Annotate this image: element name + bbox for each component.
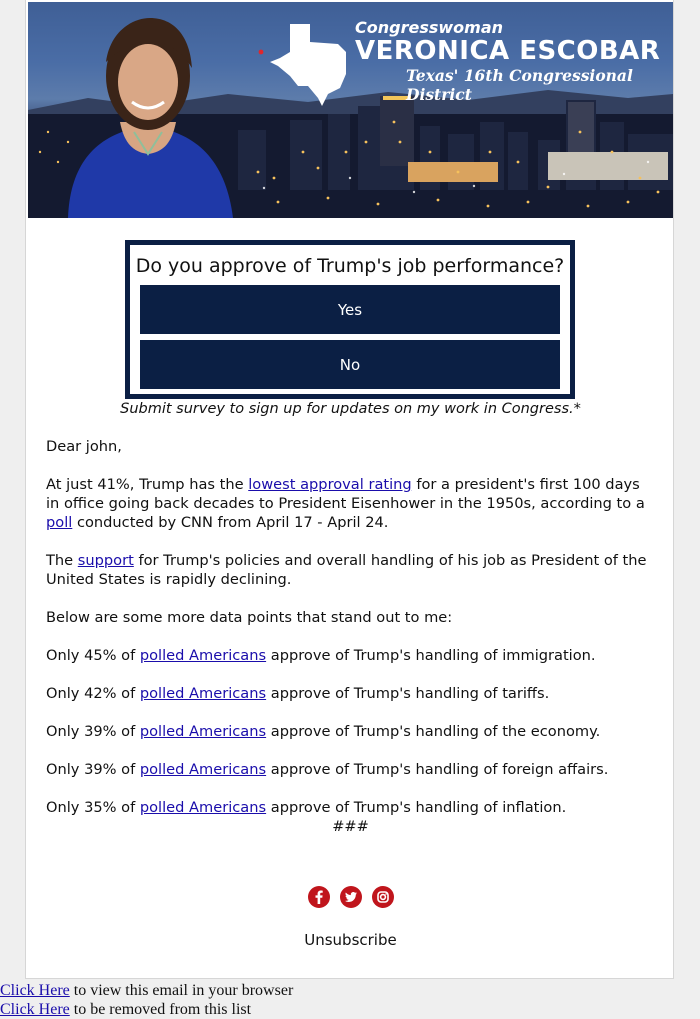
text: Only 39% of: [46, 761, 140, 778]
text: The: [46, 552, 78, 569]
text: for a president's first 100 days in office going back decades to President Eisenhower in the 1950s, according to a: [46, 476, 645, 512]
banner-title-name: VERONICA ESCOBAR: [355, 36, 661, 66]
text: to be removed from this list: [69, 1001, 252, 1018]
text: approve of Trump's handling of tariffs.: [266, 685, 550, 702]
data-point: [46, 760, 656, 779]
text: approve of Trump's handling of immigration.: [266, 647, 596, 664]
paragraph-approval: [46, 475, 656, 532]
twitter-icon[interactable]: [340, 886, 362, 908]
polled-americans-link[interactable]: polled Americans: [139, 647, 267, 664]
text: approve of Trump's handling of foreign affairs.: [266, 761, 609, 778]
text: approve of Trump's handling of inflation.: [266, 799, 567, 816]
support-link[interactable]: support: [77, 552, 134, 569]
texas-map-icon: [259, 24, 346, 106]
data-point: [46, 684, 656, 703]
instagram-icon[interactable]: [372, 886, 394, 908]
data-point: [46, 722, 656, 741]
data-point: [46, 646, 656, 665]
survey-question: Do you approve of Trump's job performance?: [135, 255, 565, 277]
banner-graphic: [28, 2, 673, 218]
view-in-browser-link[interactable]: Click Here: [0, 982, 70, 999]
survey-box: [125, 240, 575, 399]
paragraph-support: [46, 551, 656, 589]
email-container: [25, 0, 674, 979]
text: conducted by CNN from April 17 - April 24.: [72, 514, 389, 531]
data-point: [46, 798, 656, 817]
email-footer: [0, 981, 700, 1019]
polled-americans-link[interactable]: polled Americans: [139, 685, 267, 702]
greeting: Dear john,: [46, 438, 122, 455]
text: Only 35% of: [46, 799, 140, 816]
text: for Trump's policies and overall handling of his job as President of the United States is rapidly declining.: [46, 552, 647, 588]
text: At just 41%, Trump has the: [46, 476, 249, 493]
poll-link[interactable]: poll: [46, 514, 73, 531]
polled-americans-link[interactable]: polled Americans: [139, 761, 267, 778]
social-links: [26, 886, 675, 908]
paragraph-intro-points: Below are some more data points that stand out to me:: [46, 609, 453, 626]
survey-yes-button[interactable]: Yes: [140, 285, 560, 334]
separator: ###: [332, 819, 369, 835]
view-in-browser-line: [0, 981, 700, 1000]
banner-district: Texas' 16th Congressional District: [406, 66, 633, 104]
text: Only 45% of: [46, 647, 140, 664]
header-banner: [28, 2, 673, 218]
text: to view this email in your browser: [69, 982, 294, 999]
text: Only 42% of: [46, 685, 140, 702]
lowest-approval-link[interactable]: lowest approval rating: [248, 476, 412, 493]
unsubscribe-link[interactable]: Unsubscribe: [304, 931, 397, 949]
remove-from-list-link[interactable]: Click Here: [0, 1001, 70, 1018]
banner-title-small: Congresswoman: [355, 18, 503, 37]
survey-note: Submit survey to sign up for updates on my work in Congress.*: [120, 401, 581, 417]
polled-americans-link[interactable]: polled Americans: [139, 723, 267, 740]
polled-americans-link[interactable]: polled Americans: [139, 799, 267, 816]
text: approve of Trump's handling of the economy.: [266, 723, 601, 740]
letter-body: [46, 437, 656, 817]
text: Only 39% of: [46, 723, 140, 740]
remove-from-list-line: [0, 1000, 700, 1019]
facebook-icon[interactable]: [308, 886, 330, 908]
survey-no-button[interactable]: No: [140, 340, 560, 389]
